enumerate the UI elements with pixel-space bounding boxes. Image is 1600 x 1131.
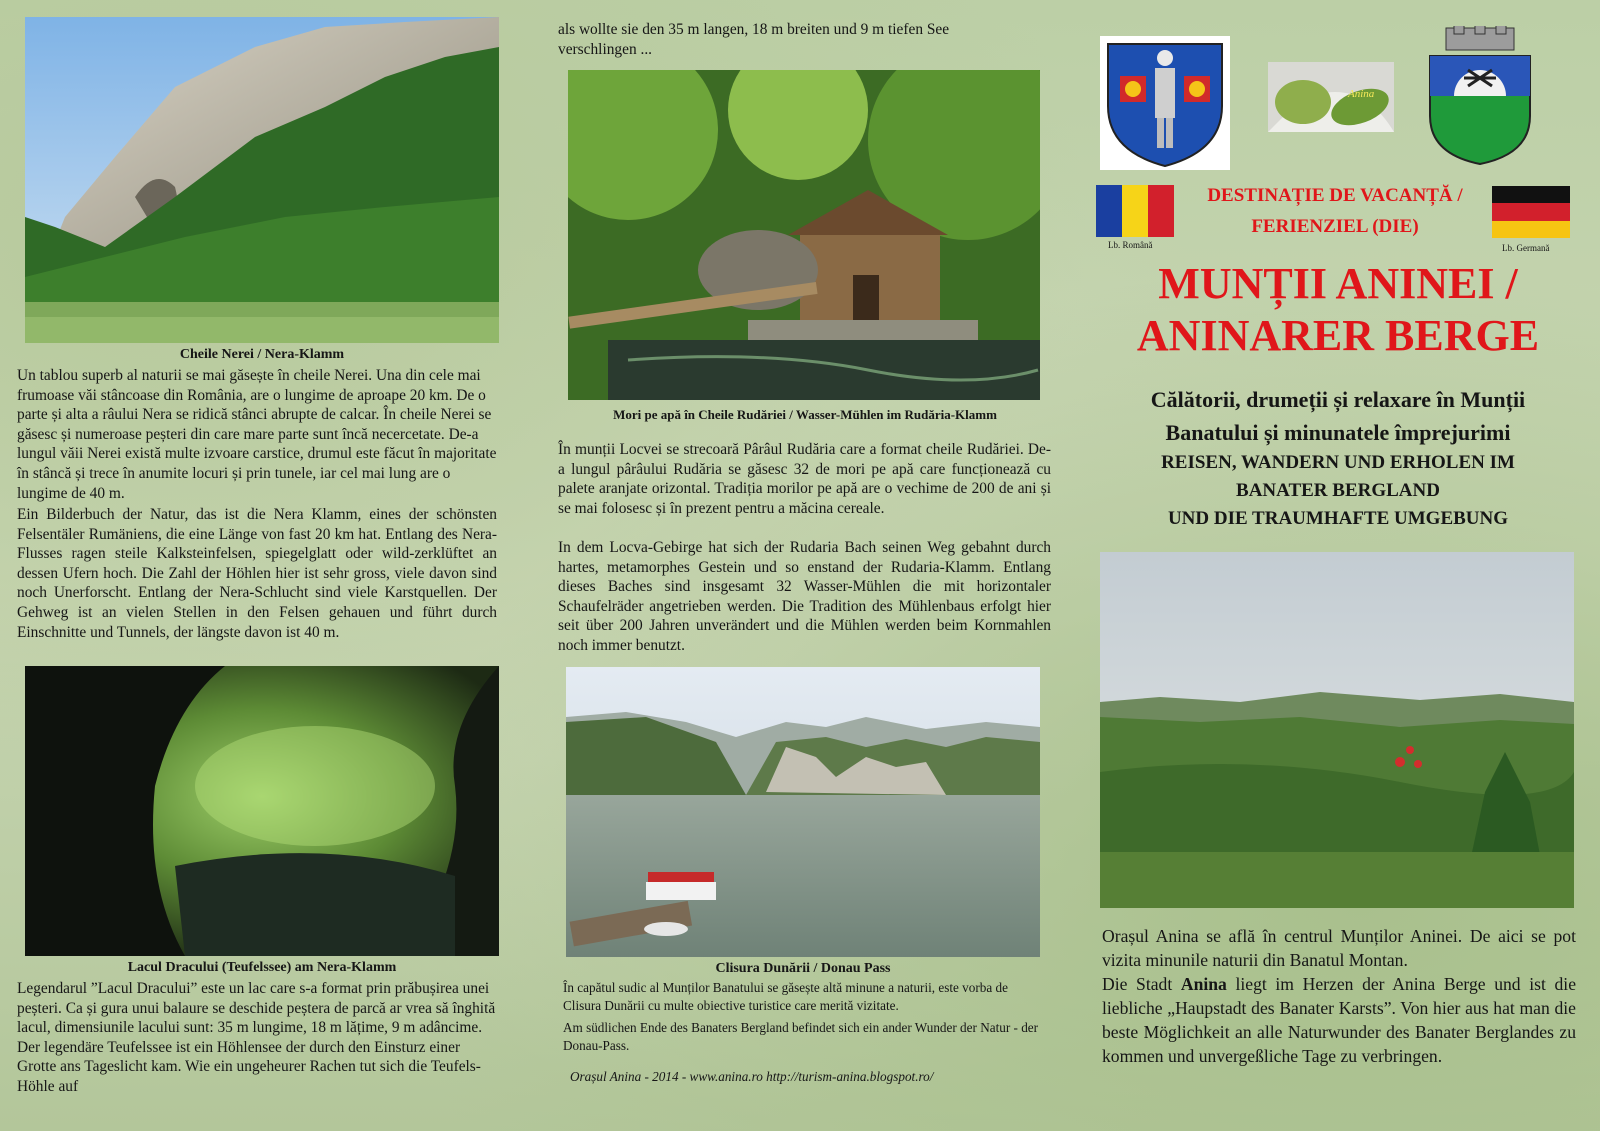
subtitle-german <box>1098 449 1578 533</box>
caption-devils-lake: Lacul Dracului (Teufelssee) am Nera-Klamm <box>127 960 397 975</box>
subtitle-romanian <box>1098 383 1578 449</box>
destination-line-1: DESTINAȚIE DE VACANȚĂ / <box>1207 185 1463 206</box>
text-anina-de-bold: Anina <box>1180 974 1227 994</box>
main-title-line-1: MUNȚII ANINEI / <box>1158 259 1518 308</box>
photo-water-mills <box>568 70 1040 400</box>
subtitle-de-line-3: UND DIE TRAUMHAFTE UMGEBUNG <box>1167 508 1509 529</box>
photo-nera-gorge <box>25 17 499 343</box>
photo-devils-lake <box>25 666 499 956</box>
text-anina-ro: Orașul Anina se află în centrul Munților Aninei. De aici se pot vizita minunile naturii din Banatul Montan. <box>1102 926 1576 970</box>
destination-line-2: FERIENZIEL (DIE) <box>1251 216 1419 237</box>
anina-logo <box>1268 62 1394 132</box>
county-coat-of-arms <box>1100 36 1230 170</box>
text-lake-continued: als wollte sie den 35 m langen, 18 m breiten und 9 m tiefen See verschlingen ... <box>558 21 950 58</box>
caption-nera-gorge: Cheile Nerei / Nera-Klamm <box>179 347 345 362</box>
anina-coat-of-arms <box>1424 26 1536 166</box>
text-devils-lake: Legendarul ”Lacul Dracului” este un lac care s-a format prin prăbușirea unei peșteri. Ca și gura unui balaure se deschide peștera de parcă ar vrea să înghită lacul, dimensiunile lacului sunt: 35 m lungime, 18 m lățime, 9 m adâncime. Der legendäre Teufelssee ist ein Höhlensee der durch den Einsturz einer Grotte ans Tageslicht kam. Wie ein ungeheurer Rachen tut sich die Teufels-Höhle auf <box>17 980 496 1095</box>
flag-romania <box>1096 185 1174 237</box>
text-danube-ro: În capătul sudic al Munților Banatului se găsește altă minune a naturii, este vorba de Clisura Dunării cu multe obiective turistice care merită vizitate. <box>563 980 1008 1013</box>
main-title <box>1098 258 1578 362</box>
photo-danube-pass <box>566 667 1040 957</box>
text-mills-ro: În munții Locvei se strecoară Pârâul Rudăria care a format cheile Rudăriei. De-a lungul pârâului Rudăria se găsesc 32 de mori pe apă care funcționează cu palete aranjate orizontal. Tradiția morilor pe apă are o vechime de 200 de ani și se mai folosesc și în prezent pentru a măcina cereale. <box>558 441 1051 517</box>
main-title-line-2: ANINARER BERGE <box>1136 311 1540 360</box>
text-anina-de-pre: Die Stadt <box>1102 974 1181 994</box>
text-nera-de: Ein Bilderbuch der Natur, das ist die Nera Klamm, eines der schönsten Felsentäler Rumäniens, die eine Länge von fast 20 km hat. Entlang des Nera-Flusses ragen steile Kalksteinfelsen, spiegelglatt oder wild-zerklüftet an dessen Ufern hoch. Die Zahl der Höhlen hier ist sehr gross, viele davon sind noch Unerforscht. Entlang der Nera-Schlucht sind viele Karstquellen. Der Gehweg ist an vielen Stellen in den Felsen gehauen und führt durch Einschnitte und Tunnels, der längste davon ist 40 m. <box>17 506 497 641</box>
subtitle-de-line-1: REISEN, WANDERN UND ERHOLEN IM <box>1161 452 1515 473</box>
text-anina-de-post: liegt im Herzen der Anina Berge und ist die liebliche „Haupstadt des Banater Karsts”. Von hier aus hat man die beste Möglichkeit an alle Naturwunder des Banater Berglandes zu kommen und unvergeßliche Tage zu verbringen. <box>1102 974 1576 1066</box>
text-mills-de: In dem Locva-Gebirge hat sich der Rudaria Bach seinen Weg gebahnt durch hartes, metamorphes Gestein und so enstand der Rudaria-Klamm. Entlang dieses Baches sind insgesamt 32 Wasser-Mühlen die mit horizontaler Schaufelräder angetrieben werden. Die Tradition des Mühlenbaus erfolgt hier seit über 200 Jahren unverändert und die Mühlen werden beim Kornmahlen noch immer benutzt. <box>558 539 1051 654</box>
anina-logo-text: Anina <box>1348 88 1375 100</box>
subtitle-ro-line-2: Banatului și minunatele împrejurimi <box>1165 420 1511 445</box>
text-nera-ro: Un tablou superb al naturii se mai găsește în cheile Nerei. Una din cele mai frumoase văi stâncoase din România, are o lungime de aproape 20 km. De o parte și alta a râului Nera se ridică stânci abrupte de calcar. În cheile Nerei se găsesc și numeroase peșteri din care mare parte sunt încă necercetate. De-a lungul văii Nerei există multe izvoare carstice, drumul este făcut în majoritate în stâncă și trece în anumite locuri și prin tunele, iar cel mai lung are o lungime de 40 m. <box>17 367 497 502</box>
subtitle-ro-line-1: Călătorii, drumeții și relaxare în Munții <box>1150 387 1526 412</box>
destination-heading <box>1180 180 1490 242</box>
text-anina-de <box>1102 972 1576 1068</box>
footer-credits: Orașul Anina - 2014 - www.anina.ro http://turism-anina.blogspot.ro/ <box>570 1069 934 1084</box>
caption-danube-pass: Clisura Dunării / Donau Pass <box>715 961 891 976</box>
flag-romania-label: Lb. Română <box>1108 240 1153 250</box>
subtitle-de-line-2: BANATER BERGLAND <box>1236 480 1440 501</box>
flag-germany <box>1492 186 1570 238</box>
flag-germany-label: Lb. Germană <box>1502 243 1550 253</box>
text-danube-de: Am südlichen Ende des Banaters Bergland befindet sich ein ander Wunder der Natur - der Donau-Pass. <box>563 1020 1039 1053</box>
caption-water-mills: Mori pe apă în Cheile Rudăriei / Wasser-Mühlen im Rudăria-Klamm <box>613 407 997 422</box>
photo-anina-mountains <box>1100 552 1574 908</box>
